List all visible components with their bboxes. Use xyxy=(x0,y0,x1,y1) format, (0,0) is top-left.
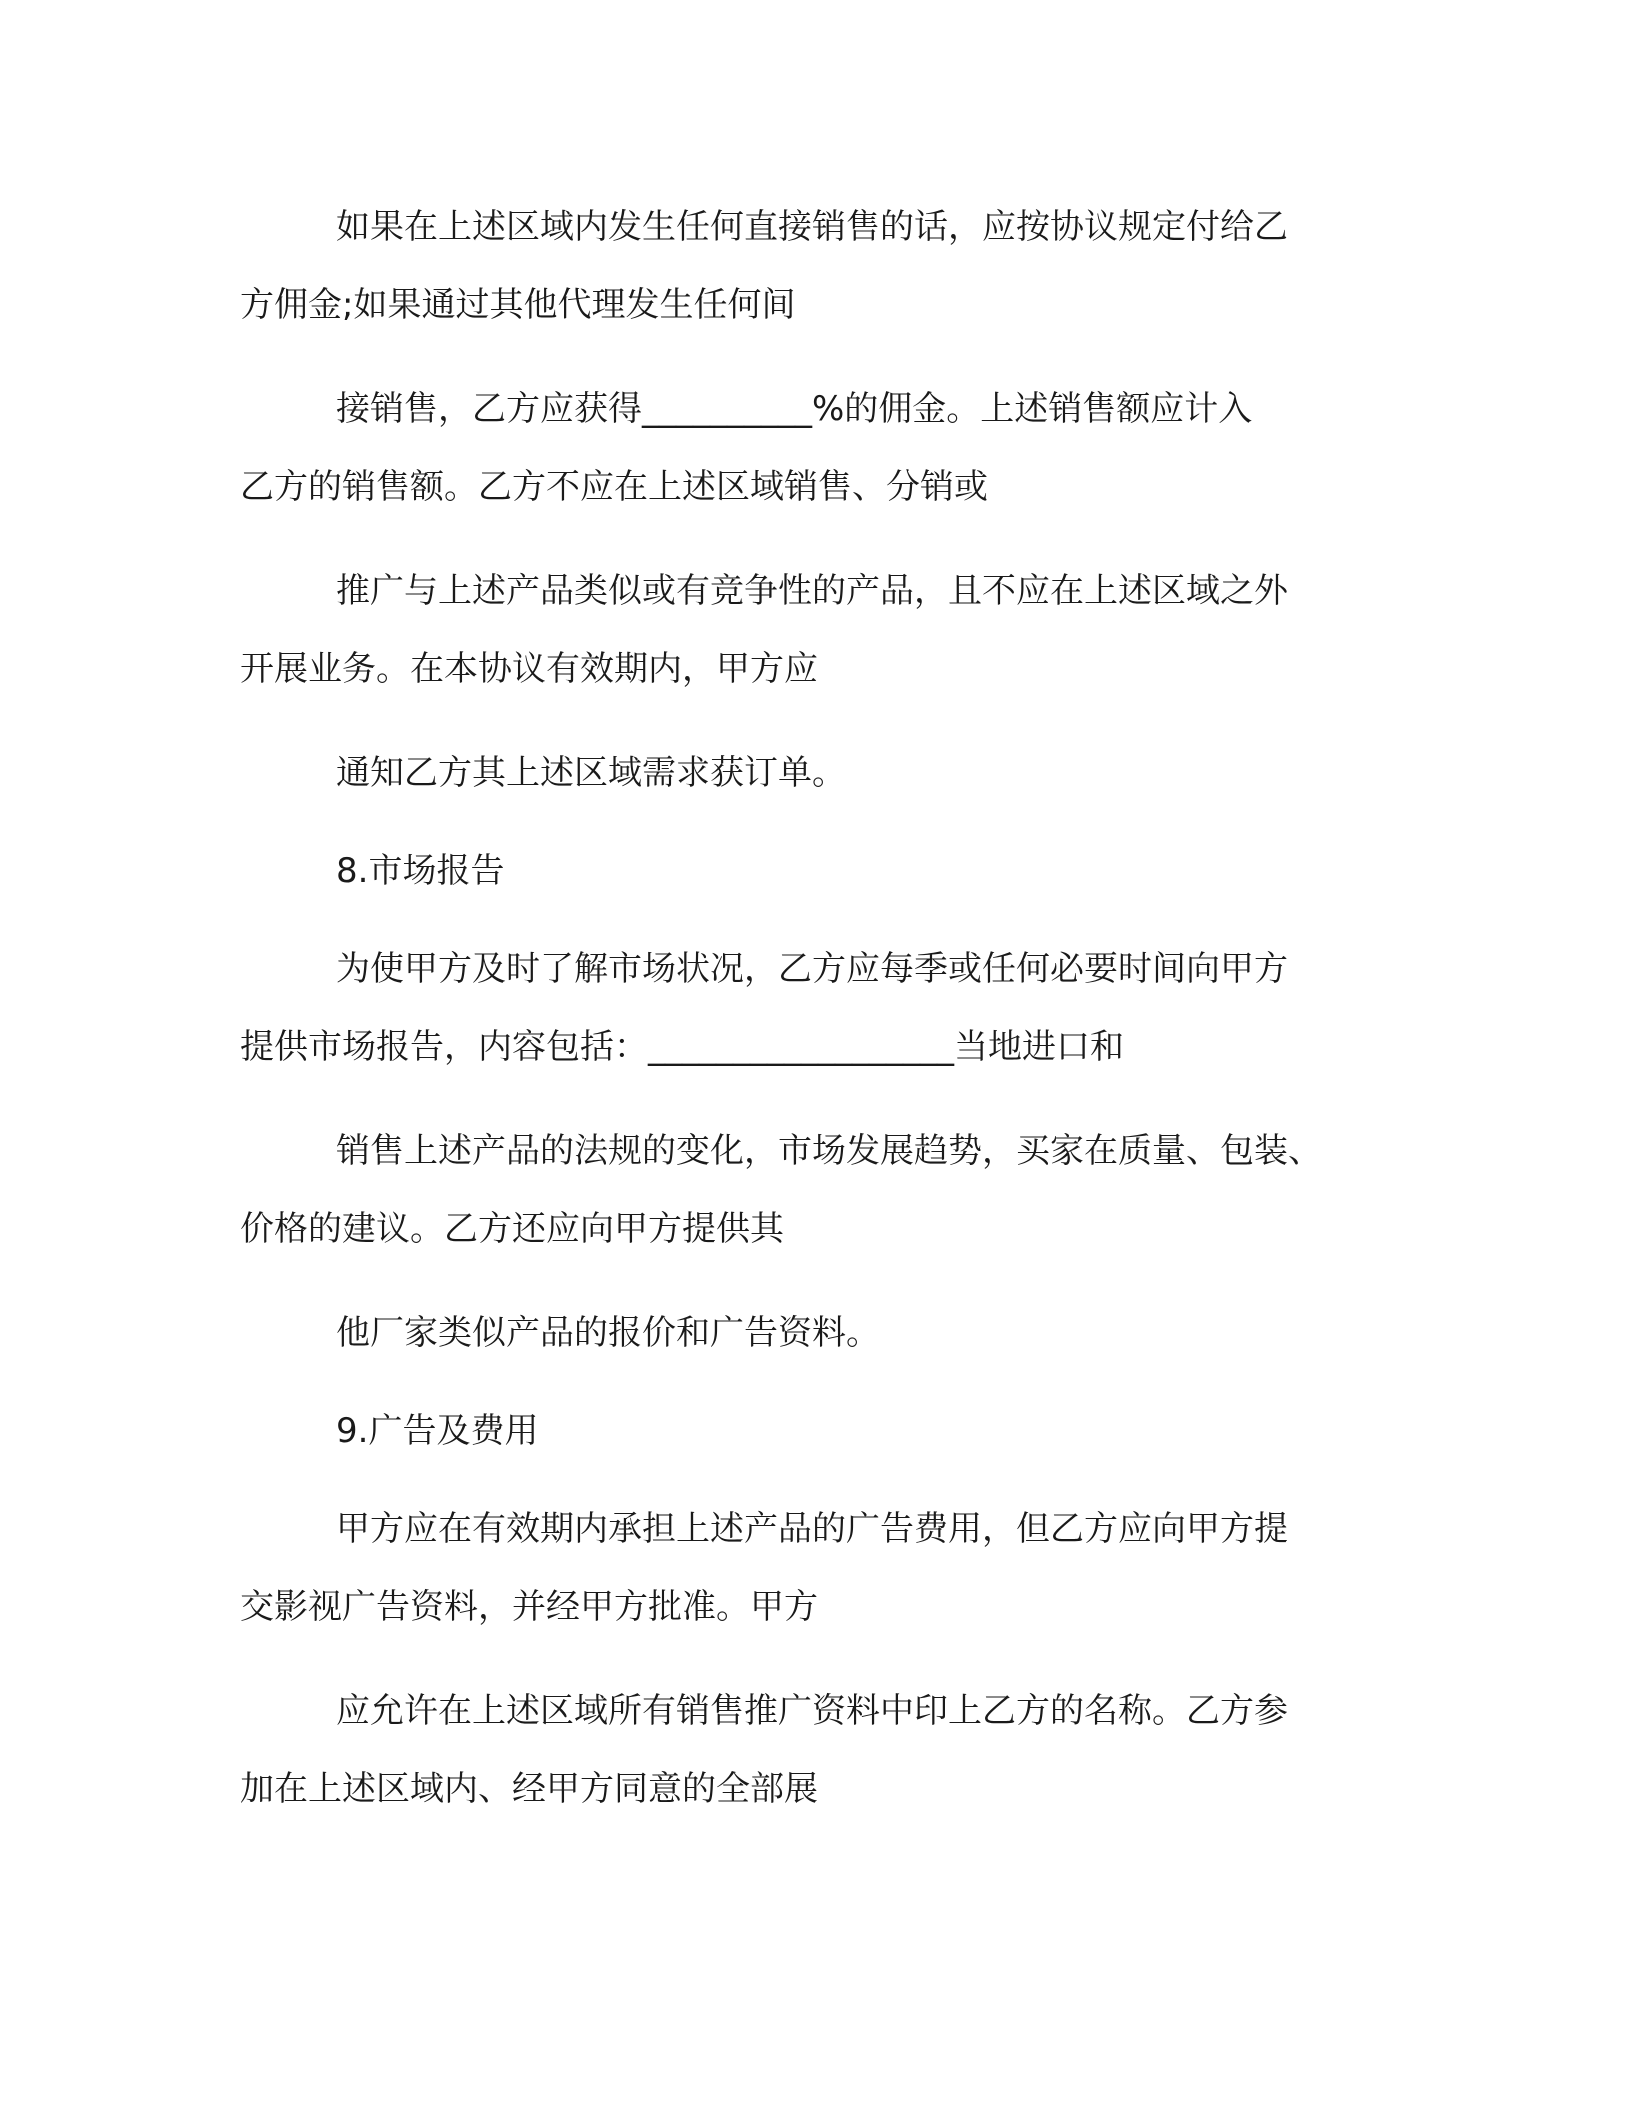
paragraph-competitor-quotes xyxy=(240,1294,880,1372)
text-line: 交影视广告资料，并经甲方批准。甲方 xyxy=(240,1587,818,1627)
paragraph-promotion-materials xyxy=(240,1672,1288,1828)
heading-text: 9.广告及费用 xyxy=(336,1411,539,1451)
text-line: 方佣金;如果通过其他代理发生任何间 xyxy=(240,285,796,325)
text-line: 甲方应在有效期内承担上述产品的广告费用，但乙方应向甲方提 xyxy=(336,1509,1288,1549)
paragraph-market-report xyxy=(240,930,1288,1086)
text-line: 提供市场报告，内容包括：__________________当地进口和 xyxy=(240,1027,1124,1067)
text-line: 如果在上述区域内发生任何直接销售的话，应按协议规定付给乙 xyxy=(336,207,1288,247)
paragraph-direct-sales xyxy=(240,188,1288,344)
paragraph-advertising-costs xyxy=(240,1490,1288,1646)
text-line: 价格的建议。乙方还应向甲方提供其 xyxy=(240,1209,784,1249)
text-line: 为使甲方及时了解市场状况，乙方应每季或任何必要时间向甲方 xyxy=(336,949,1288,989)
text-line: 销售上述产品的法规的变化，市场发展趋势，买家在质量、包装、 xyxy=(336,1131,1322,1171)
text-line: 推广与上述产品类似或有竞争性的产品，且不应在上述区域之外 xyxy=(336,571,1288,611)
heading-text: 8.市场报告 xyxy=(336,851,505,891)
paragraph-indirect-sales xyxy=(240,370,1252,526)
paragraph-notify-orders xyxy=(240,734,846,812)
text-line: 开展业务。在本协议有效期内，甲方应 xyxy=(240,649,818,689)
text-line: 通知乙方其上述区域需求获订单。 xyxy=(336,753,846,793)
text-line: 接销售，乙方应获得__________%的佣金。上述销售额应计入 xyxy=(336,389,1253,429)
text-line: 加在上述区域内、经甲方同意的全部展 xyxy=(240,1769,818,1809)
section-heading-advertising xyxy=(240,1392,538,1470)
text-line: 应允许在上述区域所有销售推广资料中印上乙方的名称。乙方参 xyxy=(336,1691,1288,1731)
section-heading-market-report xyxy=(240,832,504,910)
text-line: 乙方的销售额。乙方不应在上述区域销售、分销或 xyxy=(240,467,988,507)
paragraph-competition xyxy=(240,552,1288,708)
paragraph-regulations xyxy=(240,1112,1322,1268)
text-line: 他厂家类似产品的报价和广告资料。 xyxy=(336,1313,880,1353)
